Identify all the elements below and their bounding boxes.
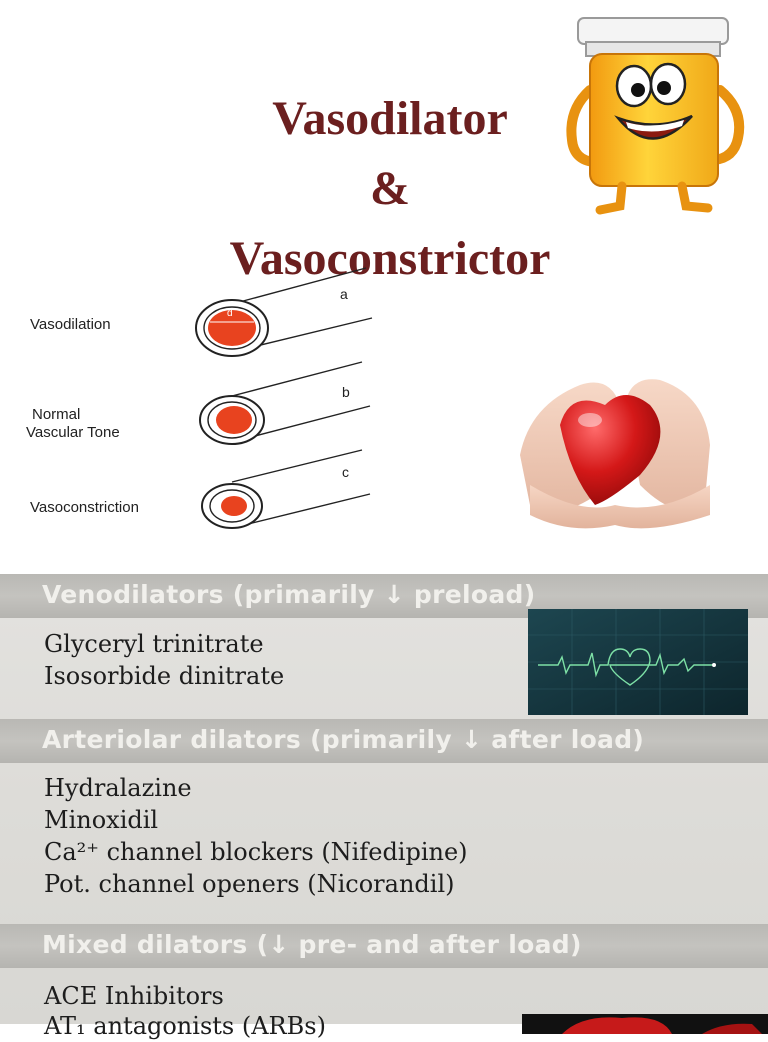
letter-c: c xyxy=(342,464,349,480)
vessel-dilated xyxy=(196,268,372,356)
section-band-arteriolar xyxy=(0,719,768,763)
section-heading-mixed: Mixed dilators (↓ pre- and after load) xyxy=(42,930,582,959)
label-normal-2: Vascular Tone xyxy=(26,424,120,441)
pill-bottle-mascot-icon xyxy=(560,10,750,220)
section-heading-arteriolar: Arteriolar dilators (primarily ↓ after load) xyxy=(42,725,645,754)
vessel-diagram xyxy=(0,282,400,542)
title-line-1: Vasodilator xyxy=(272,92,508,145)
section-band-mixed xyxy=(0,924,768,968)
drug-classification-table xyxy=(0,574,768,1040)
heart-in-hands-icon xyxy=(500,365,730,535)
ecg-heart-monitor-icon xyxy=(528,609,748,715)
label-vasoconstriction: Vasoconstriction xyxy=(30,499,139,516)
title-line-3: Vasoconstrictor xyxy=(229,232,551,285)
drug-item: ACE Inhibitors xyxy=(44,982,224,1010)
section-heading-venodilators: Venodilators (primarily ↓ preload) xyxy=(42,580,536,609)
drug-item: Isosorbide dinitrate xyxy=(44,662,285,690)
drug-item: AT₁ antagonists (ARBs) xyxy=(44,1012,326,1040)
heart-image-corner-icon xyxy=(522,1014,768,1034)
label-normal-1: Normal xyxy=(32,406,81,423)
label-vasodilation: Vasodilation xyxy=(30,316,111,333)
drug-item: Minoxidil xyxy=(44,806,159,834)
vessel-constricted xyxy=(202,450,370,528)
letter-b: b xyxy=(342,384,350,400)
drug-item: Ca²⁺ channel blockers (Nifedipine) xyxy=(44,838,468,866)
letter-a: a xyxy=(340,286,348,302)
drug-item: Hydralazine xyxy=(44,774,192,802)
title-line-2: & xyxy=(370,162,410,215)
slide-title xyxy=(150,84,630,294)
drug-item: Glyceryl trinitrate xyxy=(44,630,264,658)
vessel-normal xyxy=(200,362,370,444)
drug-item: Pot. channel openers (Nicorandil) xyxy=(44,870,455,898)
diameter-label: d xyxy=(227,308,233,319)
